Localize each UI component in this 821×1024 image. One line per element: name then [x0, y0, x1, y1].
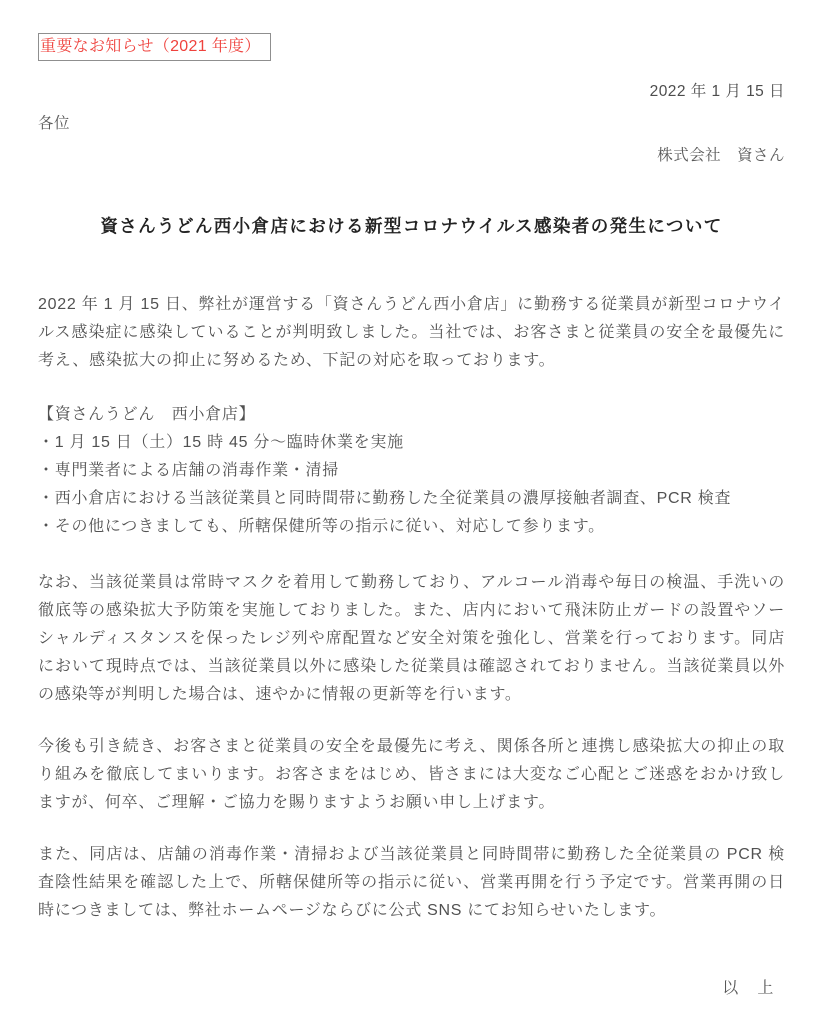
recipient-line: 各位: [38, 115, 70, 133]
reopening-paragraph: また、同店は、店舗の消毒作業・清掃および当該従業員と同時間帯に勤務した全従業員の PCR 検査陰性結果を確認した上で、所轄保健所等の指示に従い、営業再開を行う予定です。営業再開の日時につきましては、弊社ホームページならびに公式 SNS にてお知らせいたします。: [38, 846, 785, 920]
measure-item-pcr-testing: ・西小倉店における当該従業員と同時間帯に勤務した全従業員の濃厚接触者調査、PCR 検査: [38, 490, 732, 508]
measure-item-disinfection: ・専門業者による店舗の消毒作業・清掃: [38, 462, 339, 480]
closing-ijou: 以 上: [722, 980, 775, 998]
important-notice-badge: 重要なお知らせ（2021 年度）: [38, 33, 271, 61]
document-date: 2022 年 1 月 15 日: [649, 83, 785, 101]
prevention-measures-paragraph: なお、当該従業員は常時マスクを着用して勤務しており、アルコール消毒や毎日の検温、手洗いの徹底等の感染拡大予防策を実施しておりました。また、店内において飛沫防止ガードの設置やソーシャルディスタンスを保ったレジ列や席配置など安全対策を強化し、営業を行っております。同店において現時点では、当該従業員以外に感染した従業員は確認されておりません。当該従業員以外の感染等が判明した場合は、速やかに情報の更新等を行います。: [38, 574, 785, 704]
intro-paragraph: 2022 年 1 月 15 日、弊社が運営する「資さんうどん西小倉店」に勤務する従業員が新型コロナウイルス感染症に感染していることが判明致しました。当社では、お客さまと従業員の安全を最優先に考え、感染拡大の抑止に努めるため、下記の対応を取っております。: [38, 296, 785, 370]
measures-section: [38, 401, 785, 541]
measure-item-health-authority: ・その他につきましても、所轄保健所等の指示に従い、対応して参ります。: [38, 518, 605, 536]
measure-item-closure: ・1 月 15 日（土）15 時 45 分〜臨時休業を実施: [38, 434, 404, 452]
document-title: 資さんうどん西小倉店における新型コロナウイルス感染者の発生について: [100, 216, 723, 237]
future-commitment-paragraph: 今後も引き続き、お客さまと従業員の安全を最優先に考え、関係各所と連携し感染拡大の抑止の取り組みを徹底してまいります。お客さまをはじめ、皆さまには大変なご心配とご迷惑をおかけ致しますが、何卒、ご理解・ご協力を賜りますようお願い申し上げます。: [38, 738, 785, 812]
company-name: 株式会社 資さん: [657, 147, 785, 165]
measures-heading: 【資さんうどん 西小倉店】: [38, 406, 256, 424]
